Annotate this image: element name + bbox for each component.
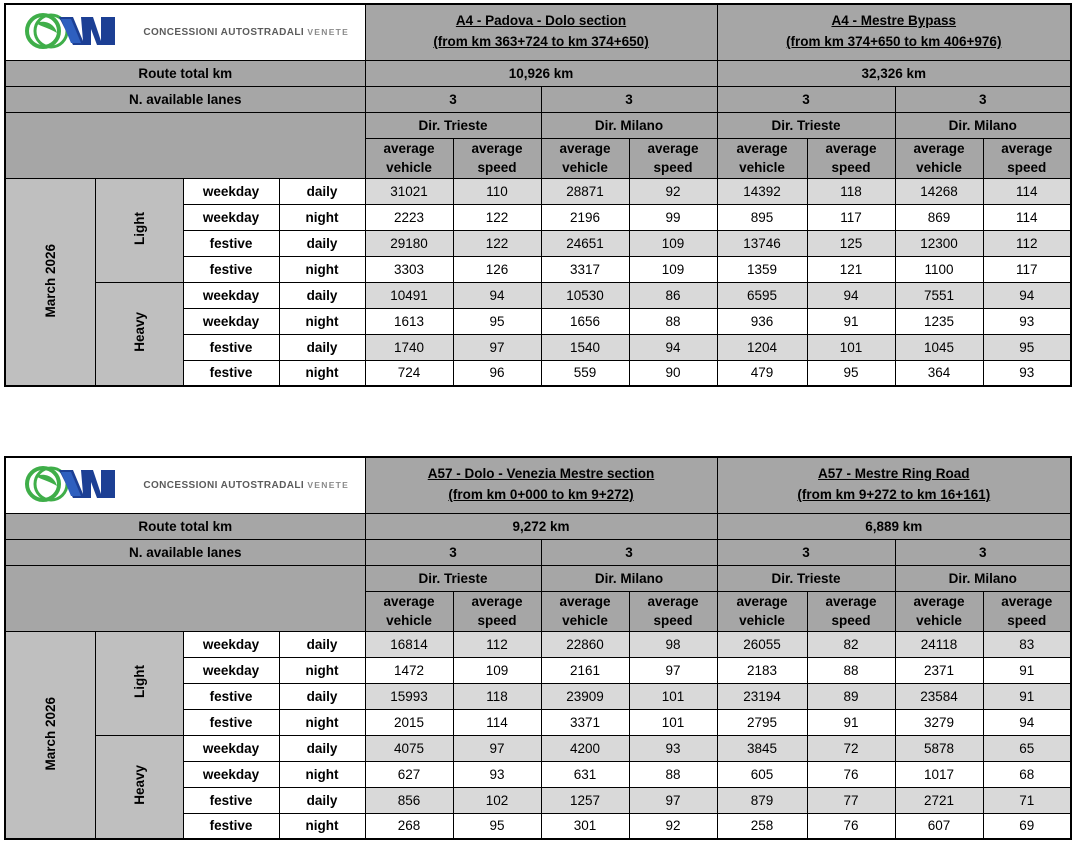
value-cell: 29180 <box>365 230 453 256</box>
value-cell: 24651 <box>541 230 629 256</box>
value-cell: 16814 <box>365 631 453 657</box>
daytype-cell: festive <box>183 256 279 282</box>
vehicle-type-light: Light <box>95 631 183 735</box>
route-total-km-value-4: 6,889 km <box>717 513 1071 539</box>
value-cell: 479 <box>717 360 807 386</box>
direction-4-milano: Dir. Milano <box>895 565 1071 591</box>
value-cell: 2183 <box>717 657 807 683</box>
value-cell: 1257 <box>541 787 629 813</box>
value-cell: 76 <box>807 813 895 839</box>
value-cell: 879 <box>717 787 807 813</box>
value-cell: 936 <box>717 308 807 334</box>
value-cell: 91 <box>807 709 895 735</box>
value-cell: 10530 <box>541 282 629 308</box>
direction-3-trieste: Dir. Trieste <box>365 565 541 591</box>
month-label: March 2026 <box>5 631 95 839</box>
value-cell: 92 <box>629 813 717 839</box>
daytype-cell: festive <box>183 360 279 386</box>
value-cell: 93 <box>983 360 1071 386</box>
section-title-4-line2: (from km 9+272 to km 16+161) <box>797 487 991 503</box>
header-spacer <box>5 112 365 178</box>
section-title-3-line2: (from km 0+000 to km 9+272) <box>448 487 634 503</box>
company-logo-icon <box>21 11 137 54</box>
value-cell: 3845 <box>717 735 807 761</box>
logo-wordmark <box>143 27 349 38</box>
col-header-avg-speed: average speed <box>453 138 541 178</box>
logo-wordmark <box>143 480 349 491</box>
logo-line-1: CONCESSIONI <box>143 479 218 491</box>
daytype-cell: weekday <box>183 631 279 657</box>
value-cell: 109 <box>629 230 717 256</box>
logo-line-3: VENETE <box>307 26 350 37</box>
lanes-1-trieste: 3 <box>365 86 541 112</box>
col-header-avg-vehicle: average vehicle <box>365 591 453 631</box>
value-cell: 3303 <box>365 256 453 282</box>
value-cell: 1472 <box>365 657 453 683</box>
period-cell: daily <box>279 178 365 204</box>
value-cell: 95 <box>807 360 895 386</box>
col-header-avg-speed: average speed <box>807 138 895 178</box>
value-cell: 117 <box>983 256 1071 282</box>
value-cell: 1100 <box>895 256 983 282</box>
logo-cell <box>5 457 365 513</box>
value-cell: 126 <box>453 256 541 282</box>
value-cell: 3371 <box>541 709 629 735</box>
value-cell: 258 <box>717 813 807 839</box>
lanes-4-trieste: 3 <box>717 539 895 565</box>
daytype-cell: weekday <box>183 735 279 761</box>
value-cell: 91 <box>983 683 1071 709</box>
value-cell: 2015 <box>365 709 453 735</box>
period-cell: night <box>279 657 365 683</box>
value-cell: 82 <box>807 631 895 657</box>
daytype-cell: festive <box>183 813 279 839</box>
value-cell: 110 <box>453 178 541 204</box>
value-cell: 627 <box>365 761 453 787</box>
value-cell: 101 <box>629 709 717 735</box>
period-cell: daily <box>279 631 365 657</box>
daytype-cell: weekday <box>183 178 279 204</box>
value-cell: 122 <box>453 204 541 230</box>
route-total-km-value-2: 32,326 km <box>717 60 1071 86</box>
lanes-4-milano: 3 <box>895 539 1071 565</box>
value-cell: 14392 <box>717 178 807 204</box>
logo-line-3: VENETE <box>307 479 350 490</box>
value-cell: 109 <box>629 256 717 282</box>
section-title-2 <box>717 4 1071 60</box>
traffic-table-a57 <box>4 456 1070 840</box>
value-cell: 364 <box>895 360 983 386</box>
month-label: March 2026 <box>5 178 95 386</box>
logo-cell <box>5 4 365 60</box>
value-cell: 1740 <box>365 334 453 360</box>
value-cell: 559 <box>541 360 629 386</box>
value-cell: 88 <box>807 657 895 683</box>
value-cell: 92 <box>629 178 717 204</box>
value-cell: 4200 <box>541 735 629 761</box>
value-cell: 1045 <box>895 334 983 360</box>
lanes-3-milano: 3 <box>541 539 717 565</box>
available-lanes-label: N. available lanes <box>5 86 365 112</box>
value-cell: 76 <box>807 761 895 787</box>
value-cell: 5878 <box>895 735 983 761</box>
section-title-4 <box>717 457 1071 513</box>
value-cell: 94 <box>983 709 1071 735</box>
value-cell: 88 <box>629 308 717 334</box>
value-cell: 95 <box>453 813 541 839</box>
value-cell: 1204 <box>717 334 807 360</box>
lanes-2-trieste: 3 <box>717 86 895 112</box>
value-cell: 97 <box>453 334 541 360</box>
header-spacer <box>5 565 365 631</box>
value-cell: 1359 <box>717 256 807 282</box>
value-cell: 26055 <box>717 631 807 657</box>
value-cell: 91 <box>983 657 1071 683</box>
value-cell: 118 <box>807 178 895 204</box>
period-cell: daily <box>279 735 365 761</box>
value-cell: 23194 <box>717 683 807 709</box>
value-cell: 268 <box>365 813 453 839</box>
value-cell: 13746 <box>717 230 807 256</box>
daytype-cell: festive <box>183 334 279 360</box>
value-cell: 122 <box>453 230 541 256</box>
value-cell: 77 <box>807 787 895 813</box>
value-cell: 114 <box>983 204 1071 230</box>
logo-line-2: AUTOSTRADALI <box>220 26 305 38</box>
value-cell: 12300 <box>895 230 983 256</box>
value-cell: 94 <box>983 282 1071 308</box>
value-cell: 23909 <box>541 683 629 709</box>
value-cell: 895 <box>717 204 807 230</box>
period-cell: daily <box>279 230 365 256</box>
lanes-3-trieste: 3 <box>365 539 541 565</box>
value-cell: 89 <box>807 683 895 709</box>
value-cell: 83 <box>983 631 1071 657</box>
value-cell: 607 <box>895 813 983 839</box>
value-cell: 112 <box>983 230 1071 256</box>
value-cell: 98 <box>629 631 717 657</box>
value-cell: 28871 <box>541 178 629 204</box>
section-title-4-line1: A57 - Mestre Ring Road <box>818 466 970 482</box>
route-total-km-label: Route total km <box>5 60 365 86</box>
value-cell: 102 <box>453 787 541 813</box>
col-header-avg-speed: average speed <box>629 138 717 178</box>
value-cell: 94 <box>629 334 717 360</box>
section-title-2-line2: (from km 374+650 to km 406+976) <box>786 34 1002 50</box>
direction-3-milano: Dir. Milano <box>541 565 717 591</box>
value-cell: 1656 <box>541 308 629 334</box>
value-cell: 2795 <box>717 709 807 735</box>
direction-2-trieste: Dir. Trieste <box>717 112 895 138</box>
table-row <box>5 282 1071 308</box>
value-cell: 1540 <box>541 334 629 360</box>
col-header-avg-speed: average speed <box>983 591 1071 631</box>
section-title-2-line1: A4 - Mestre Bypass <box>831 13 957 29</box>
daytype-cell: weekday <box>183 657 279 683</box>
value-cell: 3317 <box>541 256 629 282</box>
value-cell: 93 <box>983 308 1071 334</box>
value-cell: 301 <box>541 813 629 839</box>
value-cell: 101 <box>807 334 895 360</box>
value-cell: 22860 <box>541 631 629 657</box>
daytype-cell: weekday <box>183 308 279 334</box>
value-cell: 90 <box>629 360 717 386</box>
value-cell: 117 <box>807 204 895 230</box>
value-cell: 69 <box>983 813 1071 839</box>
route-total-km-label: Route total km <box>5 513 365 539</box>
value-cell: 86 <box>629 282 717 308</box>
period-cell: daily <box>279 334 365 360</box>
table-a57 <box>4 456 1072 840</box>
value-cell: 93 <box>453 761 541 787</box>
value-cell: 99 <box>629 204 717 230</box>
table-row <box>5 735 1071 761</box>
value-cell: 95 <box>983 334 1071 360</box>
value-cell: 3279 <box>895 709 983 735</box>
value-cell: 93 <box>629 735 717 761</box>
section-title-1-line1: A4 - Padova - Dolo section <box>455 13 627 29</box>
value-cell: 1613 <box>365 308 453 334</box>
value-cell: 72 <box>807 735 895 761</box>
value-cell: 2196 <box>541 204 629 230</box>
value-cell: 2721 <box>895 787 983 813</box>
value-cell: 97 <box>453 735 541 761</box>
period-cell: daily <box>279 683 365 709</box>
value-cell: 114 <box>983 178 1071 204</box>
col-header-avg-vehicle: average vehicle <box>895 591 983 631</box>
section-title-1-line2: (from km 363+724 to km 374+650) <box>433 34 649 50</box>
direction-2-milano: Dir. Milano <box>895 112 1071 138</box>
period-cell: night <box>279 308 365 334</box>
col-header-avg-speed: average speed <box>453 591 541 631</box>
period-cell: night <box>279 256 365 282</box>
lanes-1-milano: 3 <box>541 86 717 112</box>
value-cell: 6595 <box>717 282 807 308</box>
period-cell: daily <box>279 282 365 308</box>
value-cell: 97 <box>629 657 717 683</box>
period-cell: night <box>279 761 365 787</box>
col-header-avg-vehicle: average vehicle <box>717 138 807 178</box>
value-cell: 4075 <box>365 735 453 761</box>
direction-4-trieste: Dir. Trieste <box>717 565 895 591</box>
period-cell: night <box>279 204 365 230</box>
value-cell: 118 <box>453 683 541 709</box>
value-cell: 101 <box>629 683 717 709</box>
period-cell: night <box>279 813 365 839</box>
daytype-cell: weekday <box>183 204 279 230</box>
table-row <box>5 631 1071 657</box>
value-cell: 2223 <box>365 204 453 230</box>
value-cell: 97 <box>629 787 717 813</box>
vehicle-type-heavy: Heavy <box>95 735 183 839</box>
value-cell: 88 <box>629 761 717 787</box>
available-lanes-label: N. available lanes <box>5 539 365 565</box>
logo-line-1: CONCESSIONI <box>143 26 218 38</box>
col-header-avg-vehicle: average vehicle <box>717 591 807 631</box>
value-cell: 7551 <box>895 282 983 308</box>
value-cell: 1235 <box>895 308 983 334</box>
value-cell: 109 <box>453 657 541 683</box>
value-cell: 68 <box>983 761 1071 787</box>
daytype-cell: weekday <box>183 282 279 308</box>
value-cell: 121 <box>807 256 895 282</box>
value-cell: 605 <box>717 761 807 787</box>
traffic-table-a4 <box>4 3 1070 387</box>
value-cell: 856 <box>365 787 453 813</box>
value-cell: 2371 <box>895 657 983 683</box>
value-cell: 724 <box>365 360 453 386</box>
period-cell: night <box>279 709 365 735</box>
value-cell: 31021 <box>365 178 453 204</box>
daytype-cell: festive <box>183 787 279 813</box>
vehicle-type-light: Light <box>95 178 183 282</box>
section-title-1 <box>365 4 717 60</box>
value-cell: 95 <box>453 308 541 334</box>
value-cell: 65 <box>983 735 1071 761</box>
value-cell: 91 <box>807 308 895 334</box>
value-cell: 24118 <box>895 631 983 657</box>
section-title-3-line1: A57 - Dolo - Venezia Mestre section <box>427 466 655 482</box>
value-cell: 112 <box>453 631 541 657</box>
daytype-cell: weekday <box>183 761 279 787</box>
col-header-avg-vehicle: average vehicle <box>895 138 983 178</box>
table-row <box>5 178 1071 204</box>
value-cell: 94 <box>807 282 895 308</box>
col-header-avg-speed: average speed <box>629 591 717 631</box>
route-total-km-value-1: 10,926 km <box>365 60 717 86</box>
daytype-cell: festive <box>183 683 279 709</box>
daytype-cell: festive <box>183 230 279 256</box>
vehicle-type-heavy: Heavy <box>95 282 183 386</box>
col-header-avg-vehicle: average vehicle <box>541 138 629 178</box>
lanes-2-milano: 3 <box>895 86 1071 112</box>
table-a4 <box>4 3 1072 387</box>
route-total-km-value-3: 9,272 km <box>365 513 717 539</box>
value-cell: 96 <box>453 360 541 386</box>
col-header-avg-vehicle: average vehicle <box>365 138 453 178</box>
company-logo-icon <box>21 464 137 507</box>
logo-line-2: AUTOSTRADALI <box>220 479 305 491</box>
col-header-avg-vehicle: average vehicle <box>541 591 629 631</box>
daytype-cell: festive <box>183 709 279 735</box>
direction-1-trieste: Dir. Trieste <box>365 112 541 138</box>
value-cell: 125 <box>807 230 895 256</box>
value-cell: 869 <box>895 204 983 230</box>
value-cell: 14268 <box>895 178 983 204</box>
value-cell: 1017 <box>895 761 983 787</box>
direction-1-milano: Dir. Milano <box>541 112 717 138</box>
period-cell: daily <box>279 787 365 813</box>
value-cell: 114 <box>453 709 541 735</box>
period-cell: night <box>279 360 365 386</box>
value-cell: 10491 <box>365 282 453 308</box>
value-cell: 23584 <box>895 683 983 709</box>
value-cell: 94 <box>453 282 541 308</box>
value-cell: 631 <box>541 761 629 787</box>
value-cell: 2161 <box>541 657 629 683</box>
value-cell: 15993 <box>365 683 453 709</box>
col-header-avg-speed: average speed <box>983 138 1071 178</box>
col-header-avg-speed: average speed <box>807 591 895 631</box>
section-title-3 <box>365 457 717 513</box>
value-cell: 71 <box>983 787 1071 813</box>
